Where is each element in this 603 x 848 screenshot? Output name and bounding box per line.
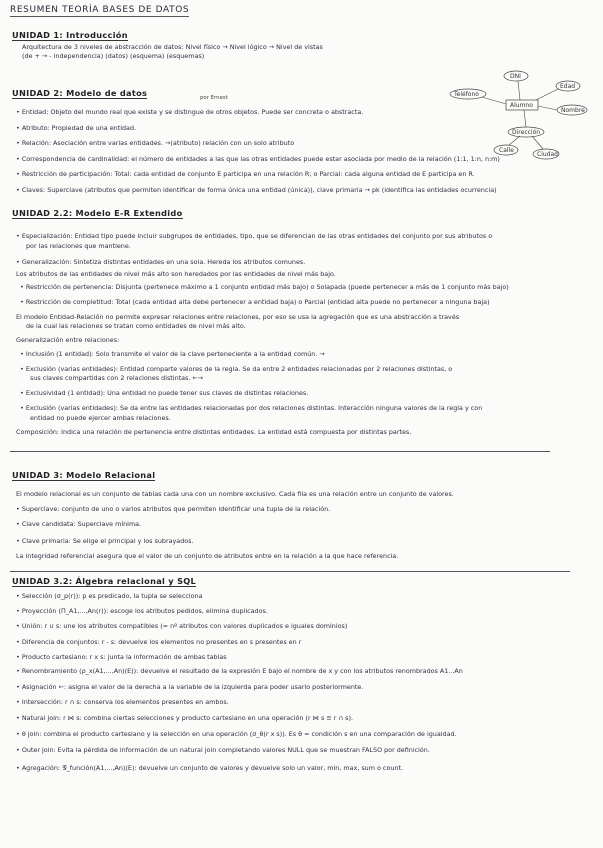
unit22-line-13: • Exclusividad (1 entidad): Una entidad no puede tener sus claves de distintas relaciones. <box>20 389 596 397</box>
unit32-line-6: • Renombramiento (ρ_x(A1,...,An)(E)): devuelve el resultado de la expresión E bajo el nombre de x y con los atributos renombrados A1...An <box>16 667 596 675</box>
unit32-line-3: • Unión: r ∪ s: une los atributos compatibles (= nº atributos con valores duplicados e iguales dominios) <box>16 622 596 630</box>
unit1-line-2: (de + → - independencia) (datos) (esquema) (esquemas) <box>22 52 205 60</box>
unit22-line-9: Generalización entre relaciones: <box>16 336 120 344</box>
unit2-header: UNIDAD 2: Modelo de datos <box>12 88 148 98</box>
unit3-line-1: El modelo relacional es un conjunto de tablas cada una con un nombre exclusivo. Cada fila es una relación entre un conjunto de valores. <box>16 490 454 498</box>
unit22-line-10: • Inclusión (1 entidad): Solo transmite el valor de la clave perteneciente a la entidad común. → <box>20 350 596 358</box>
diagram-label-direccion: Dirección <box>512 129 541 136</box>
unit32-line-10: • θ join: combina el producto cartesiano y la selección en una operación (σ_θ(r x s)). Es θ = condición s en una comparación de igualdad. <box>16 730 596 738</box>
unit2-line-1: • Entidad: Objeto del mundo real que existe y se distingue de otros objetos. Puede ser concreta o abstracta. <box>16 108 446 116</box>
unit22-line-1: • Especialización: Entidad tipo puede incluir subgrupos de entidades, tipo, que se diferencian de las otras entidades del conjunto por sus atributos o <box>16 232 596 240</box>
unit32-header: UNIDAD 3.2: Álgebra relacional y SQL <box>12 576 197 586</box>
diagram-label-edad: Edad <box>560 83 576 90</box>
unit3-header: UNIDAD 3: Modelo Relacional <box>12 470 156 480</box>
unit22-line-4: Los atributos de las entidades de nivel más alto son heredados por las entidades de nivel más bajo. <box>16 270 336 278</box>
unit32-line-1: • Selección (σ_p(r)): p es predicado, la tupla se selecciona <box>16 592 596 600</box>
unit2-line-3: • Relación: Asociación entre varias entidades. →(atributo) relación con un solo atributo <box>16 139 446 147</box>
unit2-line-5: • Restricción de participación: Total: cada entidad de conjunto E participa en una relación R; o Parcial: cada alguna entidad de E participa en R. <box>16 170 591 178</box>
unit3-line-3: • Clave candidata: Superclave mínima. <box>16 520 596 528</box>
page-title: RESUMEN TEORÍA BASES DE DATOS <box>10 5 190 15</box>
unit2-line-4: • Correspondencia de cardinalidad: el número de entidades a las que las otras entidades puede estar asociada por medio de la relación (1:1, 1:n, n:m) <box>16 155 591 163</box>
unit22-line-5: • Restricción de pertenencia: Disjunta (pertenece máximo a 1 conjunto entidad más bajo) o Solapada (puede pertenecer a más de 1 conjunto más bajo) <box>20 283 596 291</box>
unit22-line-6: • Restricción de completitud: Total (cada entidad alta debe pertenecer a entidad baja) o Parcial (entidad alta puede no pertenecer a ninguna baja) <box>20 298 596 306</box>
divider-unit3 <box>10 451 550 452</box>
unit3-line-5: La integridad referencial asegura que el valor de un conjunto de atributos entre en la relación a la que hace referencia. <box>16 552 399 560</box>
unit2-aside: por Ernest <box>200 95 228 101</box>
unit32-line-4: • Diferencia de conjuntos: r - s: devuelve los elementos no presentes en s presentes en r <box>16 638 596 646</box>
unit32-line-8: • Intersección: r ∩ s: conserva los elementos presentes en ambos. <box>16 698 596 706</box>
divider-unit32 <box>10 571 570 572</box>
diagram-label-telefono: Teléfono <box>454 91 479 98</box>
unit22-line-12: sus claves compartidas con 2 relaciones distintas. ←→ <box>30 374 204 382</box>
unit22-line-11: • Exclusión (varias entidades): Entidad comparte valores de la regla. Se da entre 2 entidades relacionadas por 2 relaciones distintas, o <box>20 365 596 373</box>
er-diagram <box>446 66 596 166</box>
unit3-line-4: • Clave primaria: Se elige el principal y los subrayados. <box>16 537 596 545</box>
unit22-line-3: • Generalización: Sintetiza distintas entidades en una sola. Hereda los atributos comunes. <box>16 258 596 266</box>
diagram-label-dni: DNI <box>510 73 521 80</box>
unit22-line-8: de la cual las relaciones se tratan como entidades de nivel más alto. <box>26 322 246 330</box>
unit22-line-7: El modelo Entidad-Relación no permite expresar relaciones entre relaciones, por eso se usa la agregación que es una abstracción a través <box>16 313 460 321</box>
unit32-line-2: • Proyección (Π_A1,...,An(r)): escoge los atributos pedidos, elimina duplicados. <box>16 607 596 615</box>
unit32-line-9: • Natural join: r ⋈ s: combina ciertas selecciones y producto cartesiano en una operación (r ⋈ s ≡ r ∩ s). <box>16 714 596 722</box>
unit3-line-2: • Superclave: conjunto de uno o varios atributos que permiten identificar una tupla de la relación. <box>16 505 596 513</box>
unit22-header: UNIDAD 2.2: Modelo E-R Extendido <box>12 208 183 218</box>
unit32-line-11: • Outer join: Evita la pérdida de información de un natural join completando valores NULL que se muestran FALSO por definición. <box>16 746 596 754</box>
unit32-line-7: • Asignación ←: asigna el valor de la derecha a la variable de la izquierda para poder usarlo posteriormente. <box>16 683 596 691</box>
unit1-header: UNIDAD 1: Introducción <box>12 30 128 40</box>
unit22-line-16: Composición: Indica una relación de pertenencia entre distintas entidades. La entidad está compuesta por distintas partes. <box>16 428 412 436</box>
unit2-line-2: • Atributo: Propiedad de una entidad. <box>16 124 446 132</box>
unit2-line-6: • Claves: Superclave (atributos que permiten identificar de forma única una entidad (única)), clave primaria → pk (identifica las entidades ocurrencia) <box>16 186 591 194</box>
unit32-line-5: • Producto cartesiano: r x s: junta la información de ambas tablas <box>16 653 596 661</box>
diagram-label-nombre: Nombre <box>561 107 585 114</box>
diagram-label-ciudad: Ciudad <box>537 151 558 158</box>
unit1-line-1: Arquitectura de 3 niveles de abstracción de datos: Nivel físico → Nivel lógico → Nivel de vistas <box>22 43 323 51</box>
unit22-line-15: entidad no puede ejercer ambas relaciones. <box>30 414 171 422</box>
unit22-line-2: por las relaciones que mantiene. <box>26 242 131 250</box>
unit22-line-14: • Exclusión (varias entidades): Se da entre las entidades relacionadas por dos relaciones distintas. Interacción ninguna valores de la regla y con <box>20 404 596 412</box>
unit32-line-12: • Agregación: 𝒢_función(A1,...,An)(E): devuelve un conjunto de valores y devuelve solo un valor, min, max, sum o count. <box>16 764 596 772</box>
diagram-label-alumno: Alumno <box>510 102 533 109</box>
diagram-label-calle: Calle <box>499 147 514 154</box>
